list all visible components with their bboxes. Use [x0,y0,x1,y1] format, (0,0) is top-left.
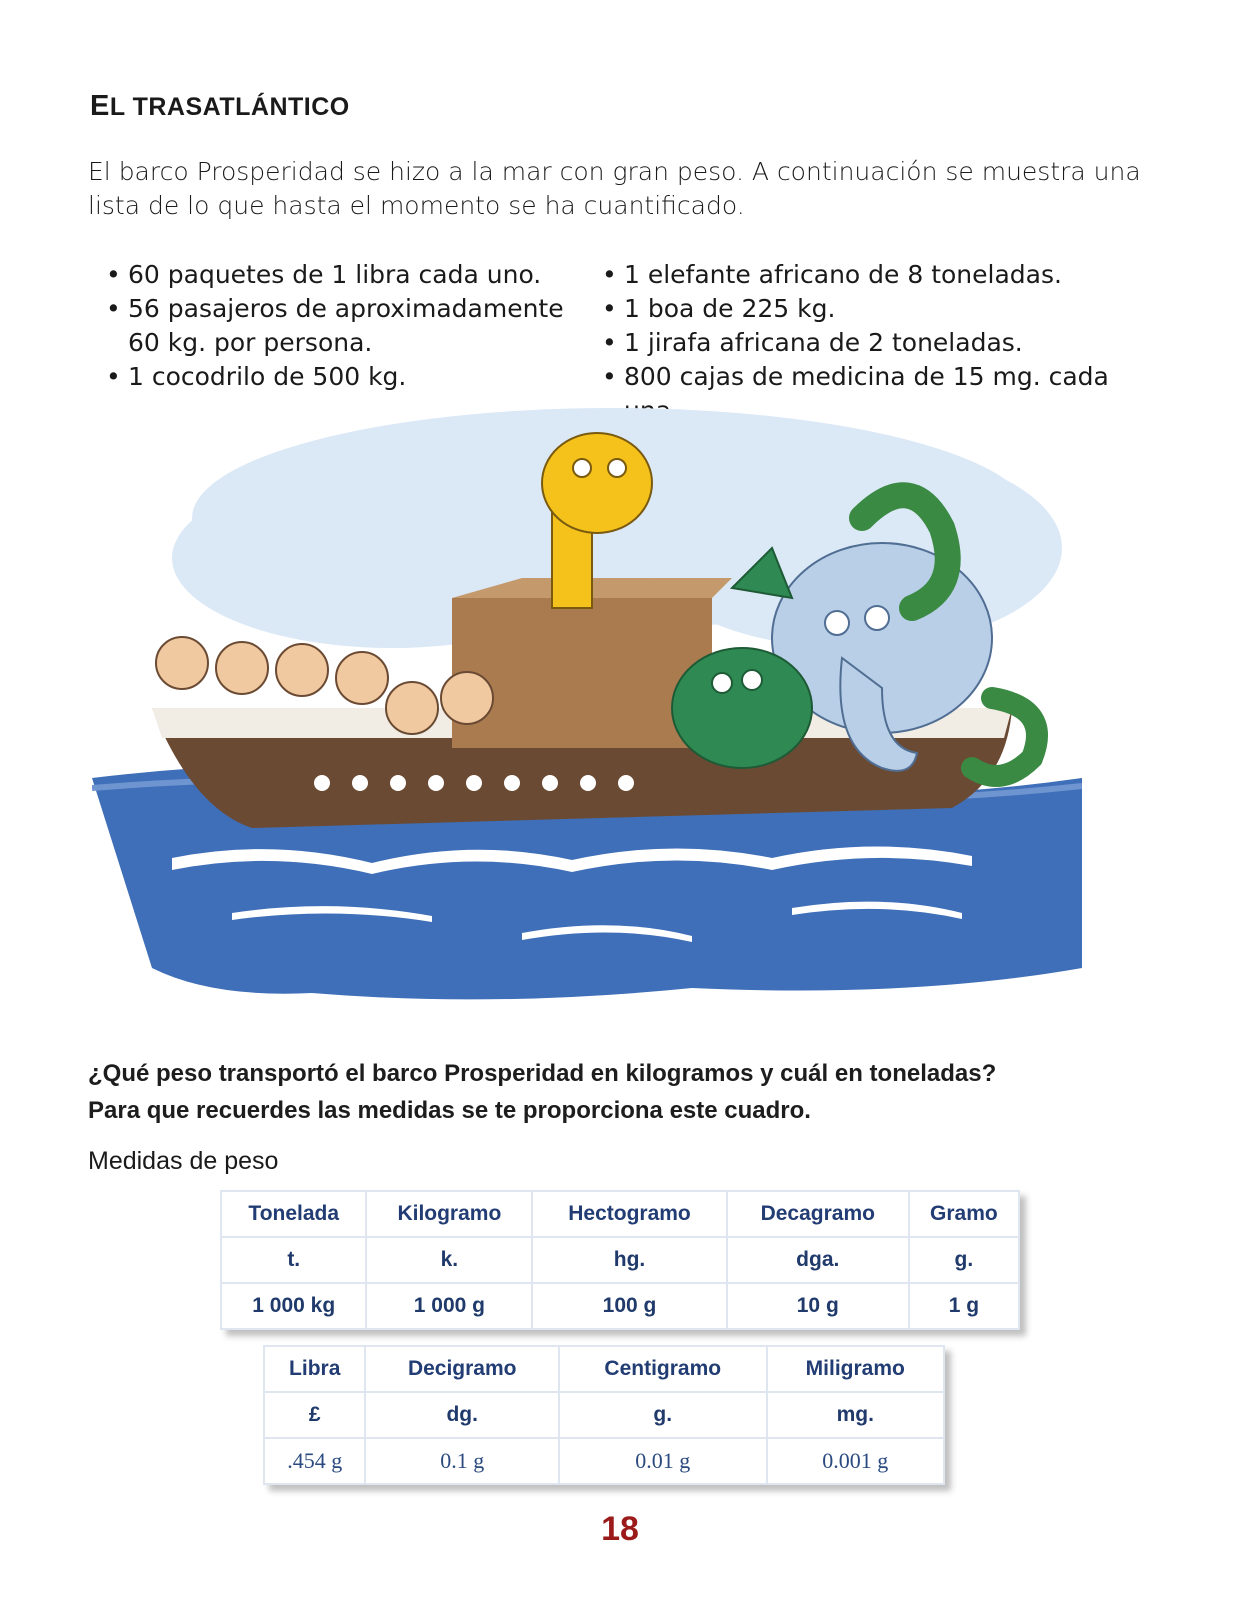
list-item: • 1 cocodrilo de 500 kg. [106,360,566,394]
question-line-2: Para que recuerdes las medidas se te proporciona este cuadro. [88,1097,811,1124]
table-cell: Libra [264,1346,365,1392]
portholes [314,775,634,791]
table-cell: t. [221,1237,366,1283]
cargo-crates [452,598,712,748]
table-cell: dg. [365,1392,559,1438]
list-item: • 1 elefante africano de 8 toneladas. [602,258,1122,292]
page-number: 18 [601,1510,639,1548]
table-cell: 1 g [909,1283,1019,1329]
list-item: • 800 cajas de medicina de 15 mg. cada [602,360,1122,428]
table-row [221,1237,1019,1283]
table-cell: hg. [532,1237,727,1283]
table-cell: Centigramo [559,1346,767,1392]
cargo-list-left [106,258,566,394]
table-row [264,1346,944,1392]
table-cell: 0.001 g [767,1438,944,1484]
table-row [264,1438,944,1484]
list-item: • 1 jirafa africana de 2 toneladas. [602,326,1122,360]
table-cell: g. [909,1237,1019,1283]
weights-table-1 [220,1190,1020,1330]
weights-subheading: Medidas de peso [88,1147,279,1175]
table-cell: g. [559,1392,767,1438]
table-cell: Miligramo [767,1346,944,1392]
table-cell: Decigramo [365,1346,559,1392]
table-cell: Tonelada [221,1191,366,1237]
question-line-1: ¿Qué peso transportó el barco Prosperidad en kilogramos y cuál en toneladas? [88,1060,997,1087]
ship-illustration [92,408,1082,1028]
table-cell: Gramo [909,1191,1019,1237]
table-cell: mg. [767,1392,944,1438]
list-item: • 1 boa de 225 kg. [602,292,1122,326]
table-cell: Decagramo [727,1191,909,1237]
table-cell: dga. [727,1237,909,1283]
list-item: • 56 pasajeros de aproximadamente 60 kg. por persona. [106,292,566,360]
table-cell: .454 g [264,1438,365,1484]
question [88,1055,1188,1129]
list-item: • 60 paquetes de 1 libra cada uno. [106,258,566,292]
cargo-list-right [602,258,1122,428]
table-row [221,1283,1019,1329]
section-title: EL TRASATLÁNTICO [90,90,350,122]
table-cell: k. [366,1237,532,1283]
weights-table-2 [263,1345,945,1485]
table-row [221,1191,1019,1237]
table-cell: 1 000 kg [221,1283,366,1329]
table-cell: 100 g [532,1283,727,1329]
table-cell: 1 000 g [366,1283,532,1329]
table-row [264,1392,944,1438]
table-cell: Kilogramo [366,1191,532,1237]
table-cell: 10 g [727,1283,909,1329]
table-cell: 0.01 g [559,1438,767,1484]
table-cell: £ [264,1392,365,1438]
table-cell: 0.1 g [365,1438,559,1484]
intro-paragraph: El barco Prosperidad se hizo a la mar con gran peso. A continuación se muestra una lista de lo que hasta el momento se ha cuantificado. [88,157,1141,220]
table-cell: Hectogramo [532,1191,727,1237]
